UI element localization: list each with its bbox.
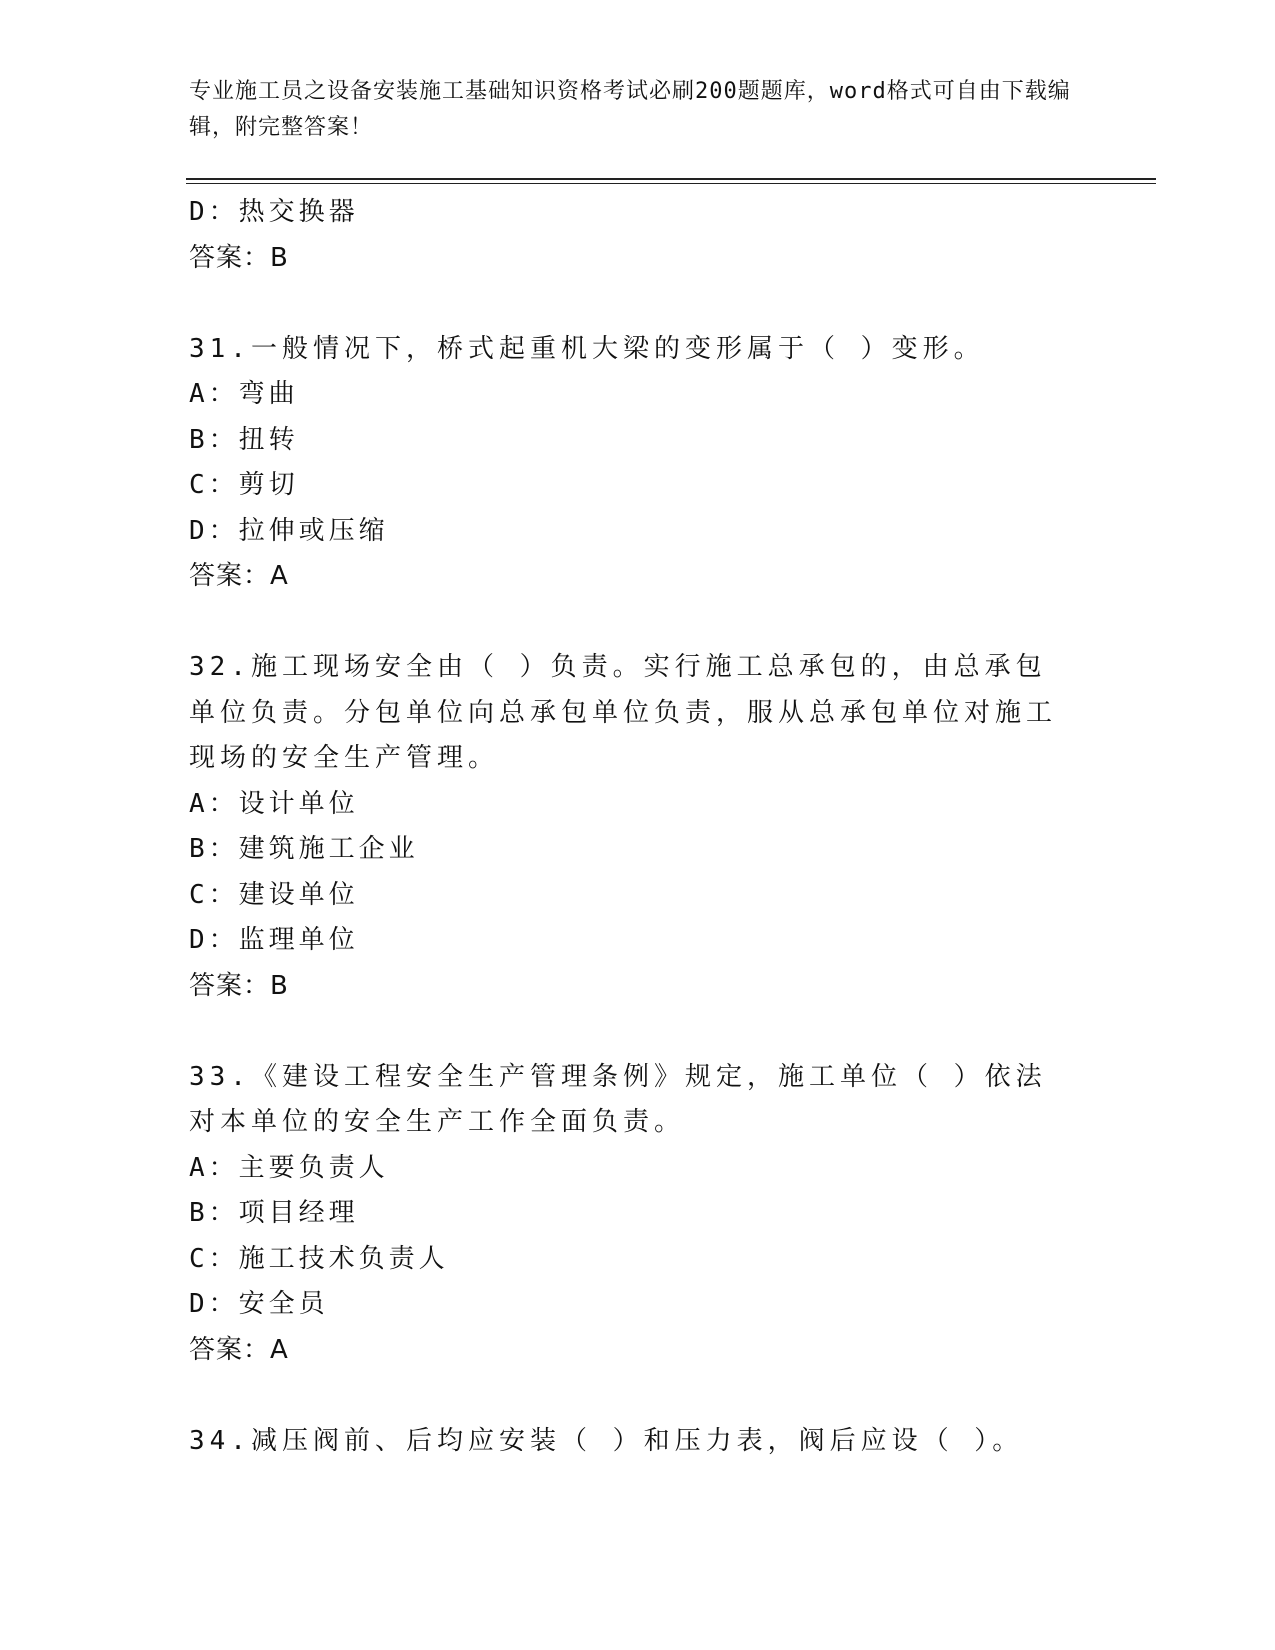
- option-d: D：拉伸或压缩: [189, 515, 389, 546]
- option-b: B：项目经理: [189, 1198, 359, 1228]
- option-d: D：热交换器: [189, 197, 359, 227]
- spacer: [189, 281, 1069, 327]
- option-a: A：设计单位: [189, 788, 359, 819]
- question-33: [189, 1055, 1069, 1374]
- spacer: [189, 600, 1069, 646]
- header-divider-thin: [186, 183, 1156, 184]
- answer-line: 答案：B: [189, 970, 289, 1001]
- question-stem: 31.一般情况下，桥式起重机大梁的变形属于（ ）变形。: [189, 333, 985, 364]
- question-stem: 33.《建设工程安全生产管理条例》规定，施工单位（ ）依法对本单位的安全生产工作全面负责。: [189, 1061, 1047, 1137]
- spacer: [189, 1373, 1069, 1419]
- option-d: D：安全员: [189, 1289, 329, 1319]
- answer-line: 答案：B: [189, 242, 289, 273]
- question-32: [189, 645, 1069, 1009]
- answer-line: 答案：A: [189, 561, 289, 591]
- question-stem: 32.施工现场安全由（ ）负责。实行施工总承包的，由总承包单位负责。分包单位向总承包单位负责，服从总承包单位对施工现场的安全生产管理。: [189, 652, 1058, 773]
- option-d: D：监理单位: [189, 925, 359, 955]
- question-34: [189, 1419, 1069, 1465]
- option-a: A：弯曲: [189, 379, 299, 409]
- option-b: B：建筑施工企业: [189, 834, 419, 864]
- option-c: C：建设单位: [189, 879, 359, 910]
- previous-question-tail: [189, 190, 1069, 281]
- option-a: A：主要负责人: [189, 1152, 389, 1183]
- spacer: [189, 1009, 1069, 1055]
- question-31: [189, 327, 1069, 600]
- page-header: 专业施工员之设备安装施工基础知识资格考试必刷200题题库，word格式可自由下载编辑，附完整答案！: [189, 79, 1071, 140]
- header-divider-thick: [186, 178, 1156, 180]
- question-list: [189, 190, 1069, 1464]
- answer-line: 答案：A: [189, 1334, 289, 1365]
- option-c: C：施工技术负责人: [189, 1243, 449, 1274]
- option-c: C：剪切: [189, 470, 299, 500]
- question-stem: 34.减压阀前、后均应安装（ ）和压力表，阀后应设（ ）。: [189, 1425, 1024, 1456]
- option-b: B：扭转: [189, 424, 299, 455]
